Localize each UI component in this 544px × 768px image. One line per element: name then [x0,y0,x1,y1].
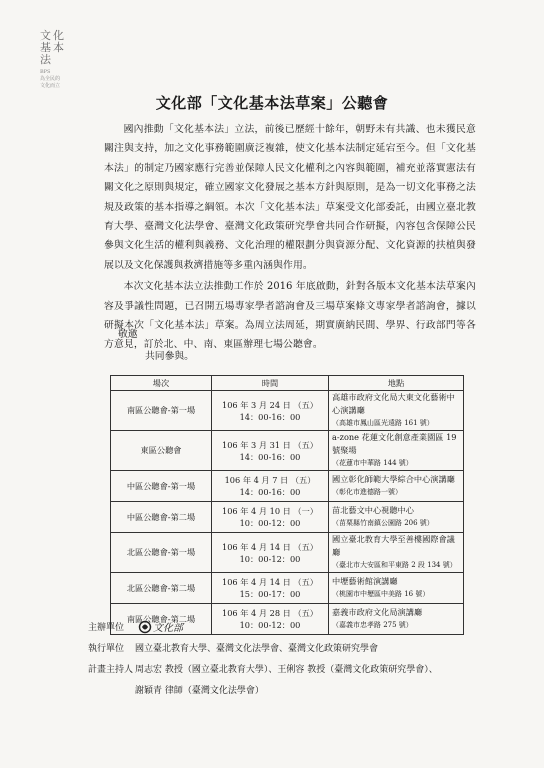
session-location [329,471,464,502]
corner-logo-line4: 為全民的 [40,76,61,82]
schedule-table-wrap [110,375,464,635]
session-time [212,573,329,604]
leader-label: 計畫主持人 [88,665,134,675]
paragraph-2: 本次文化基本法立法推動工作於 2016 年底啟動，針對各版本文化基本法草案內容及爭議性問題，已召開五場專家學者諮詢會及三場草案條文專家學者諮詢會，據以研擬本次「文化基本法」草案。為周立法周延，期實廣納民間、學界、行政部門等各方意見，訂於北、中、南、東區辦理七場公聽會。 [104,281,476,351]
session-name: 北區公聽會-第二場 [111,573,212,604]
session-name: 東區公聽會 [111,431,212,471]
table-row [111,533,464,573]
leader-row-2 [88,681,508,702]
session-time [212,502,329,533]
session-date: 106 年 4 月 7 日 （五） [224,475,316,485]
page-title: 文化部「文化基本法草案」公聽會 [155,94,389,112]
table-row [111,471,464,502]
session-date: 106 年 4 月 14 日 （五） [222,577,318,587]
session-name: 中區公聽會-第一場 [111,471,212,502]
session-name: 南區公聽會-第一場 [111,391,212,431]
table-header-row [111,376,464,391]
session-time [212,533,329,573]
session-location [329,502,464,533]
session-address: （嘉義市忠孝路 275 號） [332,621,413,629]
session-venue: 苗北藝文中心視聽中心 [332,505,414,515]
session-address: （苗栗縣竹南鎮公園路 206 號） [332,519,434,527]
host-label: 主辦單位 [88,623,125,633]
corner-logo-line1: 文化 [40,29,66,42]
session-address: （高雄市鳳山區光遠路 161 號） [332,419,434,427]
session-location [329,533,464,573]
session-hours: 14：00-16：00 [239,411,301,422]
leader-value: 周志宏 教授（國立臺北教育大學）、王俐容 教授（臺灣文化政策研究學會）、 [135,665,438,675]
session-hours: 10：00-12：00 [239,553,301,564]
corner-logo-line2: 基本法 [40,41,66,66]
session-time [212,471,329,502]
session-location [329,431,464,471]
corner-logo-line5: 文化而立 [40,83,61,89]
session-hours: 10：00-12：00 [239,620,301,630]
session-venue: 嘉義市政府文化局演講廳 [332,607,423,617]
session-hours: 14：00-16：00 [239,451,301,462]
session-location [329,391,464,431]
leader-value-2: 謝穎青 律師（臺灣文化法學會） [135,686,264,696]
ministry-of-culture-logo [138,619,198,635]
session-hours: 15：00-17：00 [239,589,301,599]
session-hours: 10：00-12：00 [239,518,301,528]
closing-invite: 敬邀 [118,329,138,340]
session-location [329,573,464,604]
paragraph-1: 國內推動「文化基本法」立法，前後已歷經十餘年，朝野未有共識、也未獲民意關注與支持，加之文化事務範圍廣泛複雜，使文化基本法制定延宕至今。但「文化基本法」的制定乃國家應行完善並保障人民文化權利之內容與範圍，補充並落實憲法有關文化之原則與規定，確立國家文化發展之基本方針與原則，是為一切文化事務之法規及政策的基本指導之綱領。本次「文化基本法」草案受文化部委託，由國立臺北教育大學、臺灣文化法學會、臺灣文化政策研究學會共同合作研擬，內容包含保障公民參與文化生活的權利與義務、文化治理的權限劃分與資源分配、文化資源的扶植與發展以及文化保護與救濟措施等多重內涵與作用。 [104,124,476,271]
session-hours: 14：00-16：00 [239,487,301,497]
exec-value: 國立臺北教育大學、臺灣文化法學會、臺灣文化政策研究學會 [135,644,379,654]
session-address: （花蓮市中華路 144 號） [332,459,413,467]
closing-participate: 共同參與。 [145,351,194,362]
corner-logo-line3: BPS [40,69,51,75]
session-date: 106 年 3 月 24 日 （五） [222,399,318,410]
session-date: 106 年 3 月 31 日 （五） [222,439,318,450]
exec-row [88,639,508,660]
session-date: 106 年 4 月 28 日 （五） [222,608,318,618]
table-row [111,431,464,471]
session-date: 106 年 4 月 14 日 （五） [222,541,318,552]
session-address: （桃園市中壢區中美路 16 號） [332,590,430,598]
session-time [212,391,329,431]
table-row [111,573,464,604]
table-body [111,391,464,635]
host-logo-text: 文化部 [152,622,183,634]
table-row [111,502,464,533]
schedule-table [110,375,464,635]
session-address: （彰化市進德路一號） [332,488,402,496]
session-time [212,431,329,471]
header-time: 時間 [212,376,329,391]
leader-row [88,660,508,681]
body-text [104,120,476,355]
footer-credits [88,618,508,702]
session-venue: 中壢藝術館演講廳 [332,576,398,586]
session-venue: 國立彰化師範大學綜合中心演講廳 [332,474,455,484]
session-name: 中區公聽會-第二場 [111,502,212,533]
table-row [111,391,464,431]
session-date: 106 年 4 月 10 日 （一） [222,506,318,516]
session-address: （臺北市大安區和平東路 2 段 134 號） [332,561,457,569]
session-venue: a-zone 花蓮文化創意產業園區 19 號聚場 [332,432,457,455]
header-location: 地點 [329,376,464,391]
header-session: 場次 [111,376,212,391]
session-venue: 高雄市政府文化局大東文化藝術中心演講廳 [332,392,455,415]
exec-label: 執行單位 [88,644,125,654]
session-name: 北區公聽會-第一場 [111,533,212,573]
host-row [88,618,508,639]
session-name: 南區公聽會-第二場 [111,604,212,635]
corner-logo [40,30,74,90]
session-venue: 國立臺北教育大學至善樓國際會議廳 [332,534,455,557]
